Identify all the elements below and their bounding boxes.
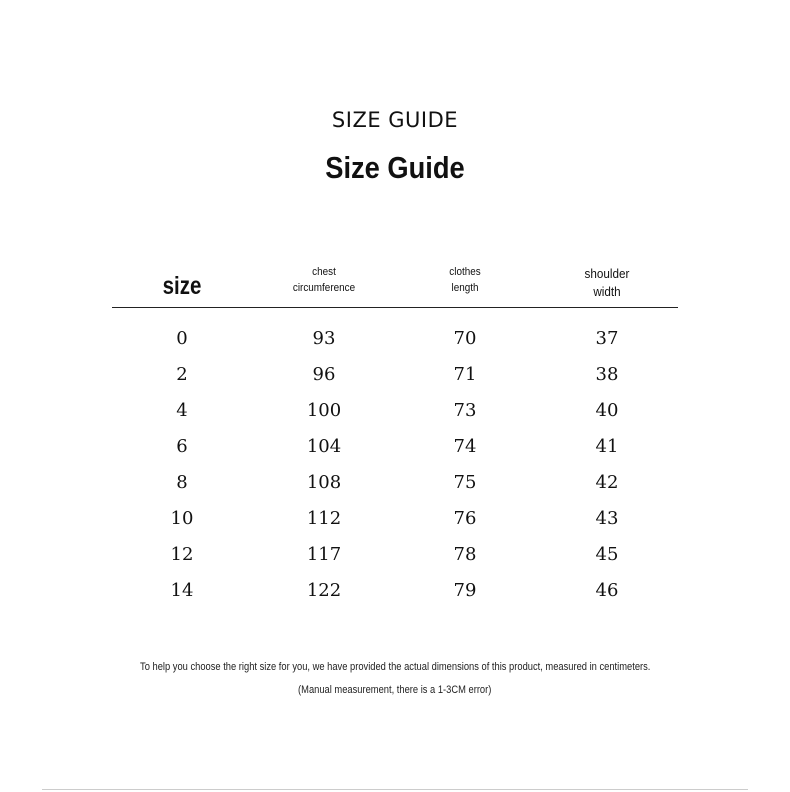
cell-length: 71 xyxy=(453,364,477,385)
page-title-upper: SIZE GUIDE xyxy=(331,108,459,132)
cell-chest: 122 xyxy=(306,580,342,601)
cell-size: 10 xyxy=(170,508,194,529)
bottom-divider xyxy=(42,789,748,790)
cell-length: 76 xyxy=(453,508,477,529)
cell-chest: 100 xyxy=(306,400,342,421)
cell-shoulder: 37 xyxy=(595,328,619,349)
cell-length: 78 xyxy=(453,544,477,565)
table-row xyxy=(112,357,678,393)
cell-shoulder: 46 xyxy=(595,580,619,601)
size-table xyxy=(112,262,678,609)
error-note-text: (Manual measurement, there is a 1-3CM error) xyxy=(298,684,492,696)
cell-size: 8 xyxy=(176,472,188,493)
cell-size: 6 xyxy=(176,436,188,457)
table-row xyxy=(112,393,678,429)
table-row xyxy=(112,573,678,609)
cell-chest: 93 xyxy=(312,328,336,349)
cell-length: 75 xyxy=(453,472,477,493)
table-body xyxy=(112,321,678,609)
error-note xyxy=(0,684,790,696)
cell-size: 4 xyxy=(176,400,188,421)
cell-chest: 112 xyxy=(306,508,342,529)
cell-shoulder: 45 xyxy=(595,544,619,565)
header-chest-line2: circumference xyxy=(292,282,356,294)
cell-shoulder: 42 xyxy=(595,472,619,493)
cell-length: 73 xyxy=(453,400,477,421)
cell-chest: 108 xyxy=(306,472,342,493)
table-row xyxy=(112,321,678,357)
cell-size: 14 xyxy=(170,580,194,601)
table-row xyxy=(112,465,678,501)
cell-shoulder: 40 xyxy=(595,400,619,421)
measurement-note xyxy=(0,661,790,673)
header-clothes-length xyxy=(411,264,519,296)
cell-shoulder: 38 xyxy=(595,364,619,385)
header-clothes-line1: clothes xyxy=(449,266,481,278)
header-size: size xyxy=(162,272,202,300)
cell-length: 74 xyxy=(453,436,477,457)
cell-length: 79 xyxy=(453,580,477,601)
cell-length: 70 xyxy=(453,328,477,349)
cell-chest: 104 xyxy=(306,436,342,457)
table-header xyxy=(112,262,678,308)
header-shoulder-line1: shoulder xyxy=(584,266,630,281)
cell-size: 2 xyxy=(176,364,188,385)
header-shoulder-line2: width xyxy=(593,284,621,299)
table-row xyxy=(112,501,678,537)
header-chest-line1: chest xyxy=(312,266,336,278)
cell-size: 12 xyxy=(170,544,194,565)
header-clothes-line2: length xyxy=(451,282,479,294)
cell-shoulder: 41 xyxy=(595,436,619,457)
cell-chest: 117 xyxy=(306,544,342,565)
table-row xyxy=(112,537,678,573)
page-title: Size Guide xyxy=(325,150,465,185)
cell-size: 0 xyxy=(176,328,188,349)
header-chest-circumference xyxy=(270,264,378,296)
cell-shoulder: 43 xyxy=(595,508,619,529)
table-row xyxy=(112,429,678,465)
cell-chest: 96 xyxy=(312,364,336,385)
measurement-note-text: To help you choose the right size for you, we have provided the actual dimensions of this product, measured in centimeters. xyxy=(139,661,651,673)
header-shoulder-width xyxy=(553,265,661,301)
